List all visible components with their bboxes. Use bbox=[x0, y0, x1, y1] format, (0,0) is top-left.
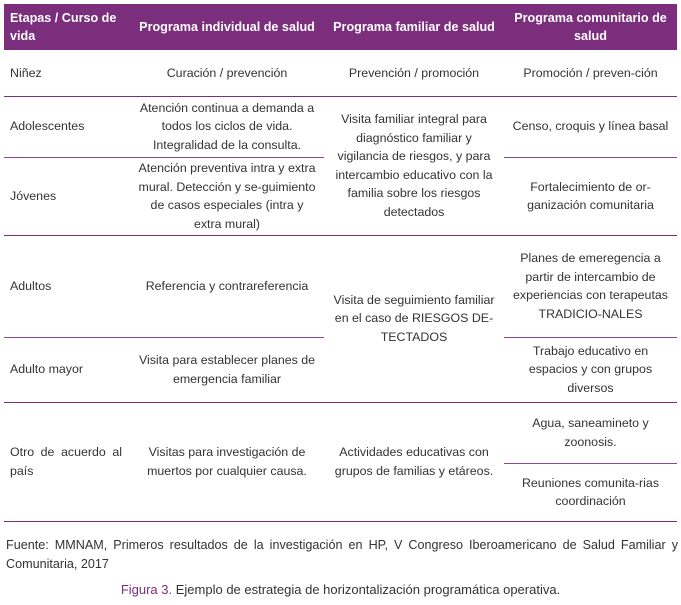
comunitario-otro-1: Agua, saneamineto y zoonosis. bbox=[504, 402, 677, 463]
table-row bbox=[4, 402, 677, 463]
header-individual: Programa individual de salud bbox=[130, 4, 324, 50]
comunitario-adulto-mayor: Trabajo educativo en espacios y con grupos diversos bbox=[504, 337, 677, 402]
familiar-ninez: Prevención / promoción bbox=[324, 50, 504, 96]
individual-adulto-mayor: Visita para establecer planes de emergencia familiar bbox=[130, 337, 324, 402]
stage-otro-text: Otro de acuerdo al país bbox=[10, 445, 122, 478]
individual-ninez: Curación / prevención bbox=[130, 50, 324, 96]
individual-jovenes: Atención preventiva intra y extra mural. Detección y se-guimiento de casos especiales (intra y extra mural) bbox=[130, 157, 324, 235]
header-familiar: Programa familiar de salud bbox=[324, 4, 504, 50]
header-stage: Etapas / Curso de vida bbox=[4, 4, 130, 50]
individual-adolescentes: Atención continua a demanda a todos los ciclos de vida. Integralidad de la consulta. bbox=[130, 96, 324, 157]
familiar-otro: Actividades educativas con grupos de familias y etáreos. bbox=[334, 445, 494, 478]
table-row bbox=[4, 50, 677, 96]
figure-label: Figura 3. bbox=[120, 582, 173, 597]
table-row bbox=[4, 235, 677, 337]
table-header-row bbox=[4, 4, 677, 50]
program-table bbox=[4, 4, 677, 521]
stage-adolescentes: Adolescentes bbox=[4, 96, 130, 157]
header-comunitario: Programa comunitario de salud bbox=[504, 4, 677, 50]
stage-adultos: Adultos bbox=[4, 235, 130, 337]
comunitario-adolescentes: Censo, croquis y línea basal bbox=[504, 96, 677, 157]
familiar-adolescentes-jovenes: Visita familiar integral para diagnóstico familiar y vigilancia de riesgos, y para intercambio educativo con la familia sobre los riesgos detectados bbox=[324, 96, 504, 235]
figure-caption bbox=[0, 581, 681, 599]
table-bottom-rule bbox=[4, 521, 677, 522]
comunitario-otro-2: Reuniones comunita-rias coordinación bbox=[521, 475, 660, 509]
comunitario-ninez: Promoción / preven-ción bbox=[504, 50, 677, 96]
stage-jovenes: Jóvenes bbox=[4, 157, 130, 235]
stage-ninez: Niñez bbox=[4, 50, 130, 96]
familiar-adultos-mayor: Visita de seguimiento familiar en el caso de RIESGOS DE-TECTADOS bbox=[324, 235, 504, 402]
comunitario-jovenes: Fortalecimiento de or-ganización comunitaria bbox=[504, 157, 677, 235]
table-row bbox=[4, 96, 677, 157]
stage-adulto-mayor: Adulto mayor bbox=[4, 337, 130, 402]
individual-otro: Visitas para investigación de muertos por cualquier causa. bbox=[147, 445, 307, 478]
comunitario-adultos: Planes de emeregencia a partir de intercambio de experiencias con terapeutas TRADICIO-NALES bbox=[504, 235, 677, 337]
individual-adultos: Referencia y contrareferencia bbox=[130, 235, 324, 337]
source-note: Fuente: MMNAM, Primeros resultados de la investigación en HP, V Congreso Iberoamericano de Salud Familiar y Comunitaria, 2017 bbox=[6, 538, 678, 571]
stage-otro bbox=[4, 402, 130, 521]
figure-caption-text: Ejemplo de estrategia de horizontalización programática operativa. bbox=[172, 582, 561, 597]
